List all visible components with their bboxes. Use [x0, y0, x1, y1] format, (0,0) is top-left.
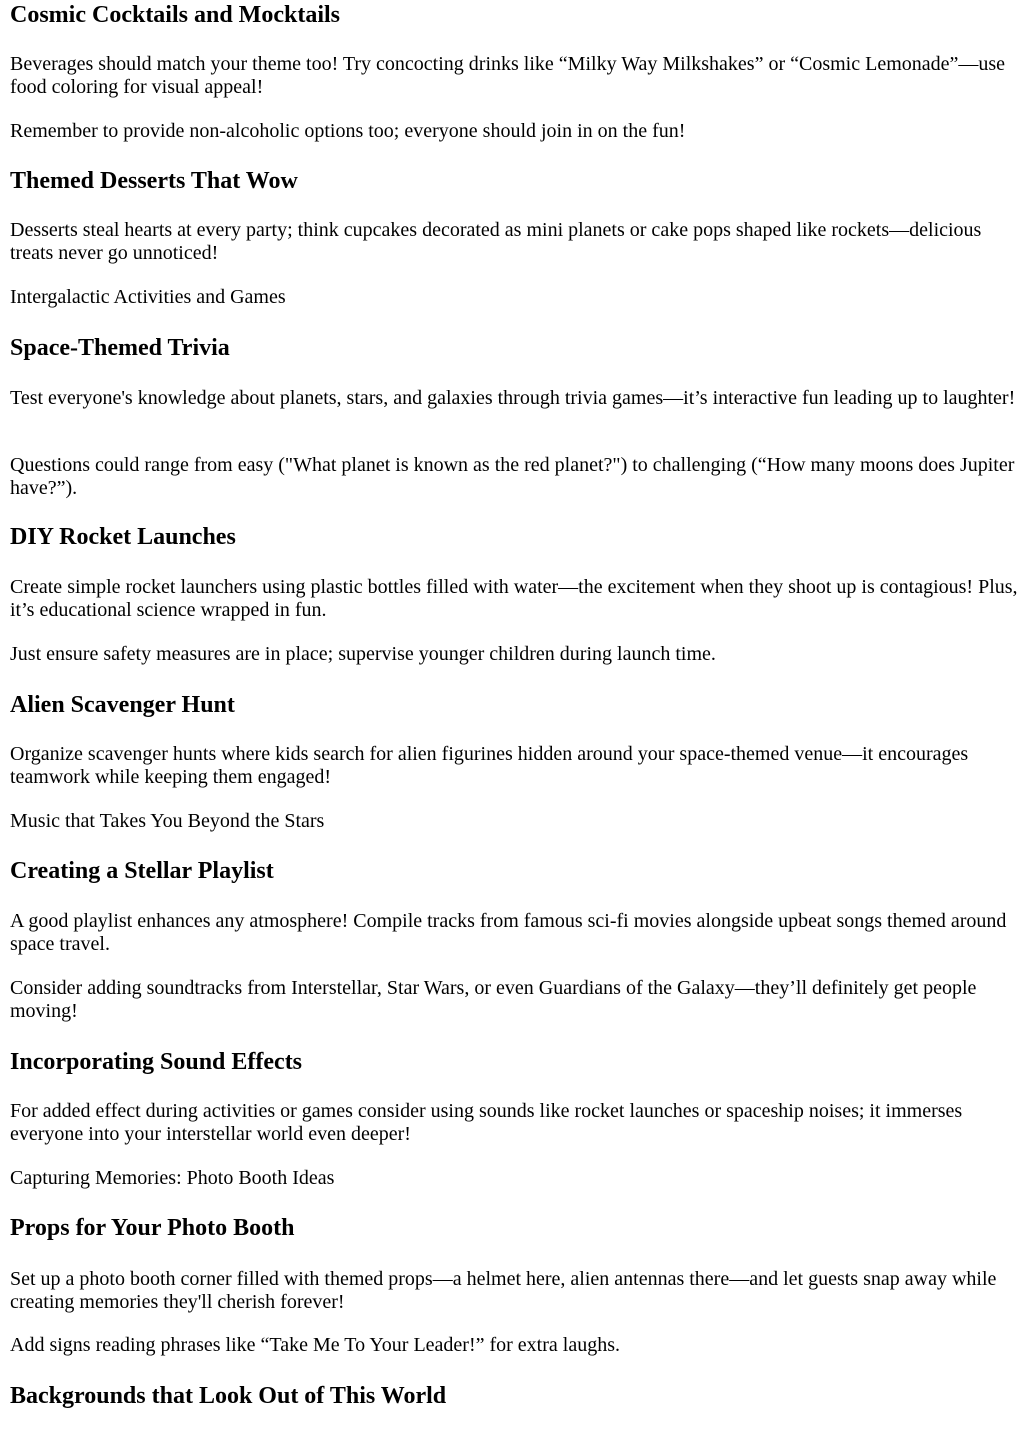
paragraph-section-music: Music that Takes You Beyond the Stars: [10, 810, 325, 832]
heading-stellar-playlist: Creating a Stellar Playlist: [10, 858, 274, 884]
paragraph-scavenger: Organize scavenger hunts where kids search for alien figurines hidden around your space-themed venue—it encourages teamwork while keeping them engaged!: [10, 743, 969, 788]
paragraph-signs: Add signs reading phrases like “Take Me To Your Leader!” for extra laughs.: [10, 1334, 620, 1356]
paragraph-playlist: A good playlist enhances any atmosphere! Compile tracks from famous sci-fi movies alongside upbeat songs themed around space travel.: [10, 910, 1007, 955]
paragraph-soundtracks: Consider adding soundtracks from Interstellar, Star Wars, or even Guardians of the Galaxy—they’ll definitely get people moving!: [10, 977, 977, 1022]
paragraph-sound-effects: For added effect during activities or games consider using sounds like rocket launches or spaceship noises; it immerses everyone into your interstellar world even deeper!: [10, 1100, 963, 1145]
paragraph-trivia-questions: Questions could range from easy ("What planet is known as the red planet?") to challenging (“How many moons does Jupiter have?”).: [10, 454, 1015, 499]
heading-backgrounds: Backgrounds that Look Out of This World: [10, 1383, 447, 1409]
heading-diy-rockets: DIY Rocket Launches: [10, 524, 236, 550]
heading-sound-effects: Incorporating Sound Effects: [10, 1049, 303, 1075]
paragraph-props: Set up a photo booth corner filled with themed props—a helmet here, alien antennas there—and let guests snap away while creating memories they'll cherish forever!: [10, 1268, 997, 1313]
paragraph-trivia: Test everyone's knowledge about planets, stars, and galaxies through trivia games—it’s interactive fun leading up to laughter!: [10, 387, 1016, 409]
heading-photo-props: Props for Your Photo Booth: [10, 1215, 295, 1241]
heading-space-trivia: Space-Themed Trivia: [10, 335, 230, 361]
paragraph-rockets: Create simple rocket launchers using plastic bottles filled with water—the excitement when they shoot up is contagious! Plus, it’s educational science wrapped in fun.: [10, 576, 1018, 621]
paragraph-section-activities: Intergalactic Activities and Games: [10, 286, 286, 308]
paragraph-non-alcoholic: Remember to provide non-alcoholic options too; everyone should join in on the fun!: [10, 120, 686, 142]
paragraph-beverages: Beverages should match your theme too! Try concocting drinks like “Milky Way Milkshakes” or “Cosmic Lemonade”—use food coloring for visual appeal!: [10, 53, 1006, 98]
paragraph-section-photo: Capturing Memories: Photo Booth Ideas: [10, 1167, 335, 1189]
paragraph-safety: Just ensure safety measures are in place; supervise younger children during launch time.: [10, 643, 716, 665]
heading-themed-desserts: Themed Desserts That Wow: [10, 168, 298, 194]
heading-cosmic-cocktails: Cosmic Cocktails and Mocktails: [10, 2, 340, 28]
paragraph-desserts: Desserts steal hearts at every party; think cupcakes decorated as mini planets or cake pops shaped like rockets—delicious treats never go unnoticed!: [10, 219, 982, 264]
heading-alien-scavenger-hunt: Alien Scavenger Hunt: [10, 692, 235, 718]
